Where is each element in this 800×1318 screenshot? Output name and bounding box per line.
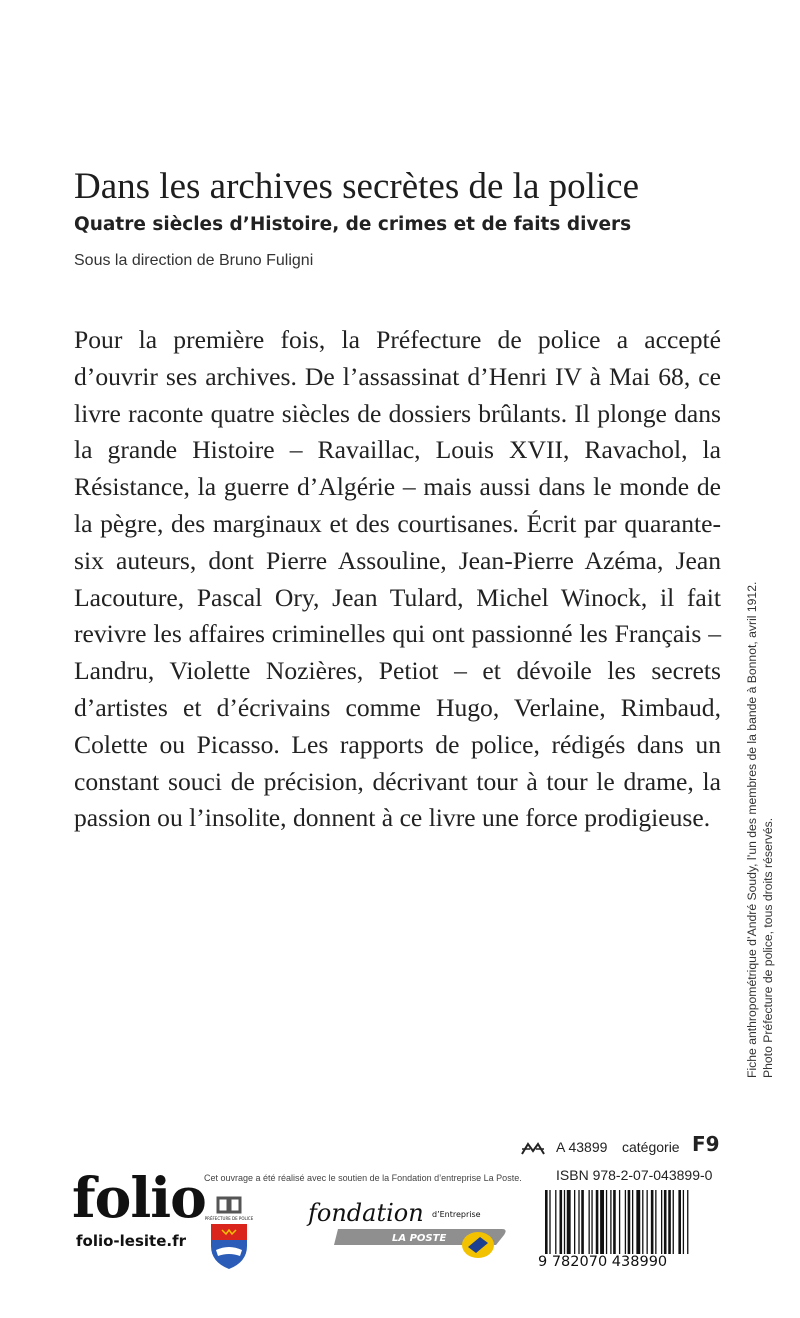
barcode-bar: [567, 1190, 571, 1254]
barcode-bar: [625, 1190, 626, 1254]
barcode-bar: [636, 1190, 640, 1254]
barcode-digits: 9 782070 438990: [538, 1254, 738, 1270]
barcode-bar: [661, 1190, 662, 1254]
photo-credit: [745, 581, 781, 1078]
barcode-bar: [628, 1190, 631, 1254]
book-subtitle: Quatre siècles d’Histoire, de crimes et de faits divers: [74, 214, 632, 235]
publisher-mark-icon: [520, 1140, 546, 1158]
fondation-band: LA POSTE: [392, 1233, 447, 1244]
barcode-bar: [574, 1190, 575, 1254]
category-label: catégorie: [622, 1139, 680, 1155]
prefecture-police-logo: [204, 1196, 254, 1272]
barcode-bar: [555, 1190, 556, 1254]
barcode-bar: [655, 1190, 656, 1254]
category-value: F9: [692, 1132, 720, 1156]
book-editor: Sous la direction de Bruno Fuligni: [74, 252, 314, 269]
barcode-bar: [632, 1190, 633, 1254]
barcode-bar: [664, 1190, 667, 1254]
sponsor-note: Cet ouvrage a été réalisé avec le soutien de la Fondation d’entreprise La Poste.: [204, 1173, 522, 1183]
isbn: ISBN 978-2-07-043899-0: [556, 1167, 713, 1183]
photo-credit-line-2: Photo Préfecture de police, tous droits réservés.: [760, 817, 775, 1078]
barcode-bar: [581, 1190, 584, 1254]
barcode-bar: [673, 1190, 674, 1254]
barcode-bar: [560, 1190, 563, 1254]
fondation-script: fondation: [308, 1199, 424, 1227]
barcode-bar: [651, 1190, 654, 1254]
book-title: Dans les archives secrètes de la police: [74, 166, 640, 207]
barcode-bar: [678, 1190, 681, 1254]
catalog-mark: [520, 1138, 546, 1158]
fondation-la-poste-logo: [304, 1195, 516, 1265]
catalog-code: A 43899: [556, 1139, 608, 1155]
barcode-bar: [589, 1190, 590, 1254]
barcode-bar: [610, 1190, 611, 1254]
barcode-bar: [606, 1190, 607, 1254]
barcode-bar: [564, 1190, 565, 1254]
barcode-bar: [596, 1190, 599, 1254]
barcode-bar: [613, 1190, 616, 1254]
barcode-bar: [668, 1190, 671, 1254]
barcode-bar: [600, 1190, 604, 1254]
barcode-bar: [591, 1190, 592, 1254]
book-blurb: Pour la première fois, la Préfecture de police a accepté d’ouvrir ses archives. De l’assassinat d’Henri IV à Mai 68, ce livre raconte quatre siècles de dossiers brûlants. Il plonge dans la grande Histoire – Ravaillac, Louis XVII, Ravachol, la Résistance, la guerre d’Algérie – mais aussi dans le monde de la pègre, des marginaux et des courtisanes. Écrit par quarante-six auteurs, dont Pierre Assouline, Jean-Pierre Azéma, Jean Lacouture, Pascal Ory, Jean Tulard, Michel Winock, il fait revivre les affaires criminelles qui ont passionné les Français – Landru, Violette Nozières, Petiot – et dévoile les secrets d’artistes et d’écrivains comme Hugo, Verlaine, Rimbaud, Colette ou Picasso. Les rapports de police, rédigés dans un constant souci de précision, décrivant tour à tour le drame, la passion ou l’insolite, donnent à ce livre une force prodigieuse.: [74, 325, 721, 833]
folio-logo: folio: [72, 1165, 206, 1230]
barcode-bar: [642, 1190, 643, 1254]
photo-credit-line-1: Fiche anthropométrique d’André Soudy, l’un des membres de la bande à Bonnot, avril 1912.: [745, 581, 759, 1078]
barcode-bar: [578, 1190, 579, 1254]
fondation-suffix: d’Entreprise: [432, 1210, 481, 1219]
pp-logo-text: PRÉFECTURE DE POLICE: [204, 1216, 254, 1221]
publisher-website: folio-lesite.fr: [76, 1232, 186, 1250]
barcode-bar: [647, 1190, 648, 1254]
